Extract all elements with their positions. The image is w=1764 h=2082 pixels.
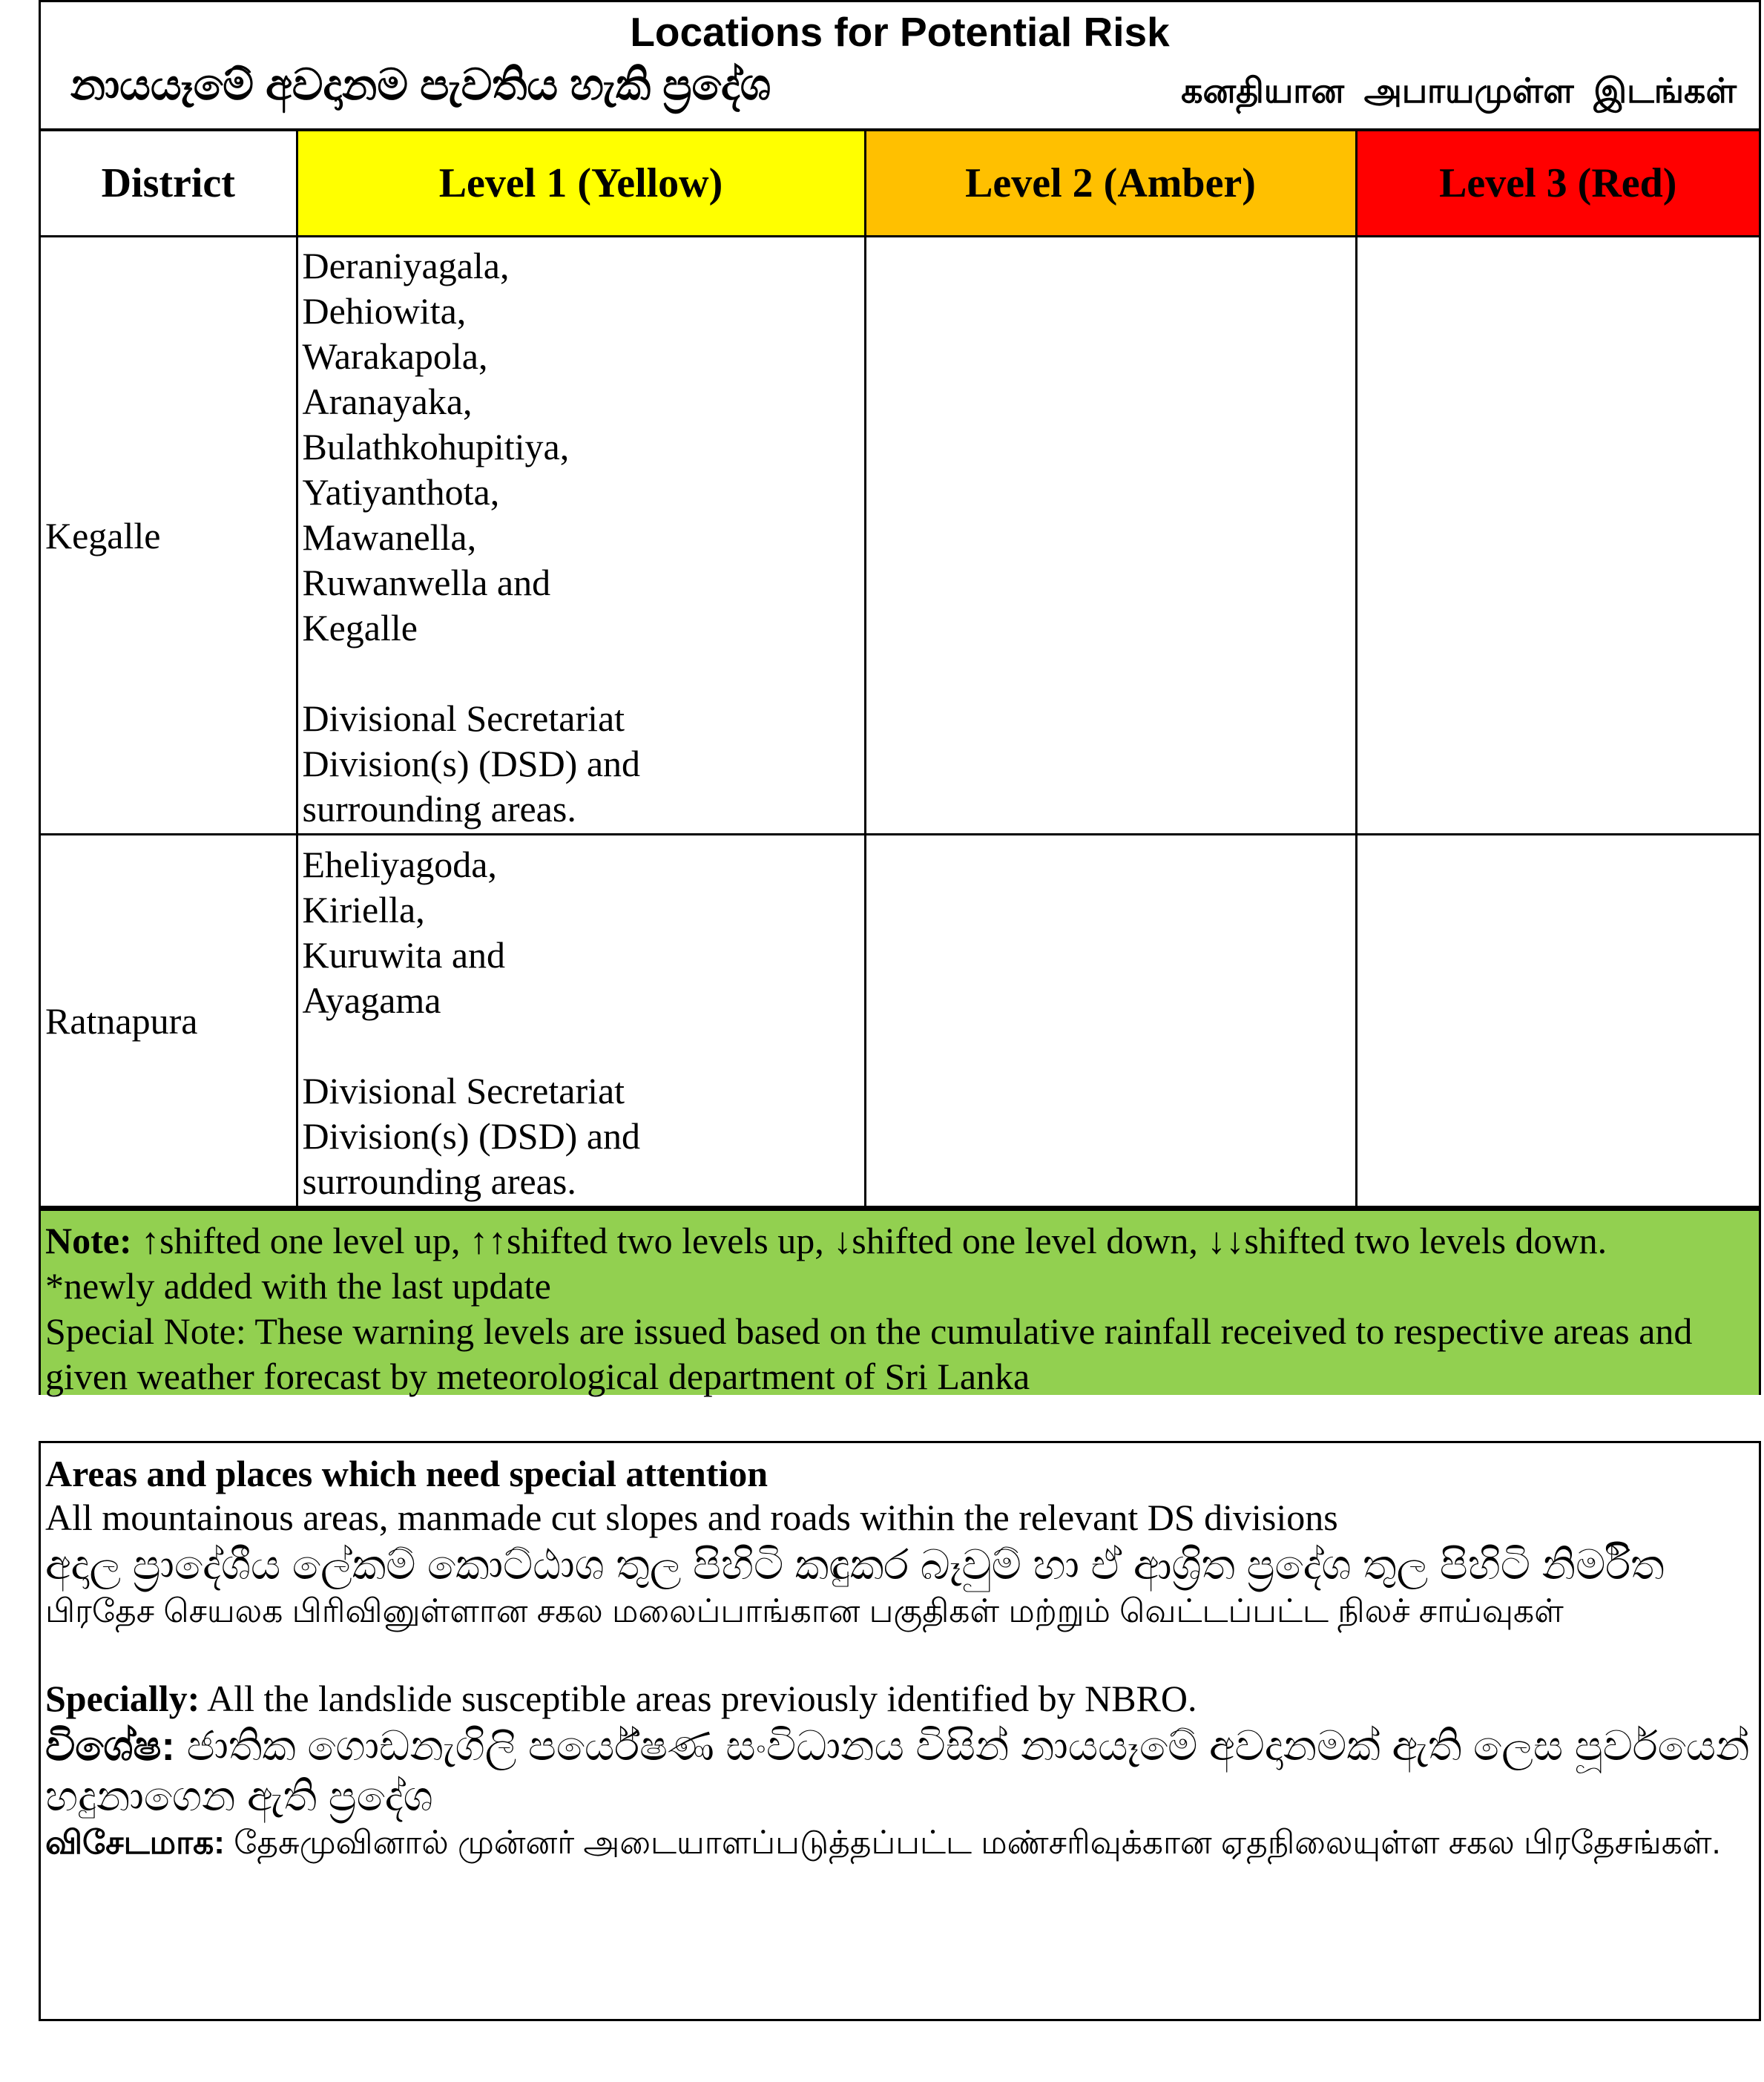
attention-heading-text: Areas and places which need special attention xyxy=(45,1453,769,1494)
area-line: Division(s) (DSD) and xyxy=(302,1114,641,1157)
title-tamil: கனதியான அபாயமுள்ள இடங்கள் xyxy=(1181,71,1737,110)
level-1-areas xyxy=(297,835,865,1207)
attention-tamil: பிரதேச செயலக பிரிவினுள்ளான சகல மலைப்பாங்கான பகுதிகள் மற்றும் வெட்டப்பட்ட நிலச் சாய்வுகள் xyxy=(45,1593,1564,1629)
area-line: Yatiyanthota, xyxy=(302,471,500,513)
area-line: Eheliyagoda, xyxy=(302,843,497,885)
attention-english: All mountainous areas, manmade cut slopes and roads within the relevant DS divisions xyxy=(45,1497,1338,1538)
risk-locations-panel xyxy=(39,0,1761,1395)
area-line: Mawanella, xyxy=(302,516,477,558)
header-level-1: Level 1 (Yellow) xyxy=(297,131,865,237)
special-note: Special Note: These warning levels are issued based on the cumulative rainfall received to respective areas and given weather forecast by meteorological department of Sri Lanka xyxy=(45,1310,1693,1397)
area-line: Kiriella, xyxy=(302,888,425,930)
level-3-areas xyxy=(1356,237,1759,835)
area-line: Bulathkohupitiya, xyxy=(302,426,570,467)
specially-sinhala-label: විශේෂ: xyxy=(45,1722,176,1769)
specially-tamil-label: விசேடமாக: xyxy=(45,1825,225,1861)
district-cell: Kegalle xyxy=(41,237,297,835)
area-line: surrounding areas. xyxy=(302,1160,576,1202)
specially-tamil-line xyxy=(45,1822,1754,1865)
level-2-areas xyxy=(865,835,1356,1207)
spacer xyxy=(45,1633,1754,1677)
note-text: ↑shifted one level up, ↑↑shifted two levels up, ↓shifted one level down, ↓↓shifted two levels down. xyxy=(131,1220,1607,1261)
specially-text: All the landslide susceptible areas previously identified by NBRO. xyxy=(200,1678,1197,1719)
level-1-areas xyxy=(297,237,865,835)
area-line-blank xyxy=(303,1023,864,1068)
risk-table xyxy=(41,131,1759,1208)
area-line: Kuruwita and xyxy=(302,933,506,976)
area-line: Divisional Secretariat xyxy=(302,1069,625,1111)
title-english: Locations for Potential Risk xyxy=(630,9,1170,55)
area-line: Kegalle xyxy=(302,607,418,648)
specially-sinhala-text: ජාතික ගොඩනැගිලි පර්යේෂණ සංවිධානය විසින් නායයෑමේ අවදානමක් ඇති ලෙස පූර්වයෙන් හදුනාගෙන ඇති ප්‍රදේශ xyxy=(45,1722,1750,1819)
area-line: surrounding areas. xyxy=(302,788,576,830)
attention-sinhala: අදාල ප්‍රාදේශීය ලේකම් කොට්ඨාශ තුල පිහිටි කඳුකර බෑවුම් හා ඒ ආශ්‍රිත ප්‍රදේශ තුල පිහිටි නිර්මිත xyxy=(45,1541,1665,1588)
level-2-areas xyxy=(865,237,1356,835)
area-line: Dehiowita, xyxy=(302,290,467,332)
area-line: Aranayaka, xyxy=(302,381,473,422)
specially-line xyxy=(45,1677,1754,1721)
special-attention-box xyxy=(39,1441,1761,2021)
area-line: Ruwanwella and xyxy=(302,562,551,603)
area-line: Ayagama xyxy=(302,979,441,1021)
header-district: District xyxy=(41,131,297,237)
table-row xyxy=(41,237,1759,835)
area-line-blank xyxy=(303,651,864,696)
area-line: Warakapola, xyxy=(302,335,488,377)
area-line: Deraniyagala, xyxy=(302,245,510,286)
note-line xyxy=(45,1218,1754,1264)
area-line: Division(s) (DSD) and xyxy=(302,743,641,784)
title-area xyxy=(41,2,1759,128)
table-header-row xyxy=(41,131,1759,237)
note-label: Note: xyxy=(45,1220,132,1261)
table-row xyxy=(41,835,1759,1207)
specially-label: Specially: xyxy=(45,1678,200,1719)
title-sinhala: නායයෑමේ අවදානම පැවතිය හැකි ප්‍රදේශ xyxy=(70,61,771,109)
note-box xyxy=(41,1208,1759,1395)
district-cell: Ratnapura xyxy=(41,835,297,1207)
newly-added-note: *newly added with the last update xyxy=(45,1265,551,1307)
specially-sinhala-line xyxy=(45,1721,1754,1822)
header-level-3: Level 3 (Red) xyxy=(1356,131,1759,237)
specially-tamil-text: தேசுமுவினால் முன்னர் அடையாளப்படுத்தப்பட்ட மண்சரிவுக்கான ஏதநிலையுள்ள சகல பிரதேசங்கள். xyxy=(224,1825,1721,1861)
area-line: Divisional Secretariat xyxy=(302,697,625,739)
header-level-2: Level 2 (Amber) xyxy=(865,131,1356,237)
level-3-areas xyxy=(1356,835,1759,1207)
attention-heading xyxy=(45,1452,1754,1496)
